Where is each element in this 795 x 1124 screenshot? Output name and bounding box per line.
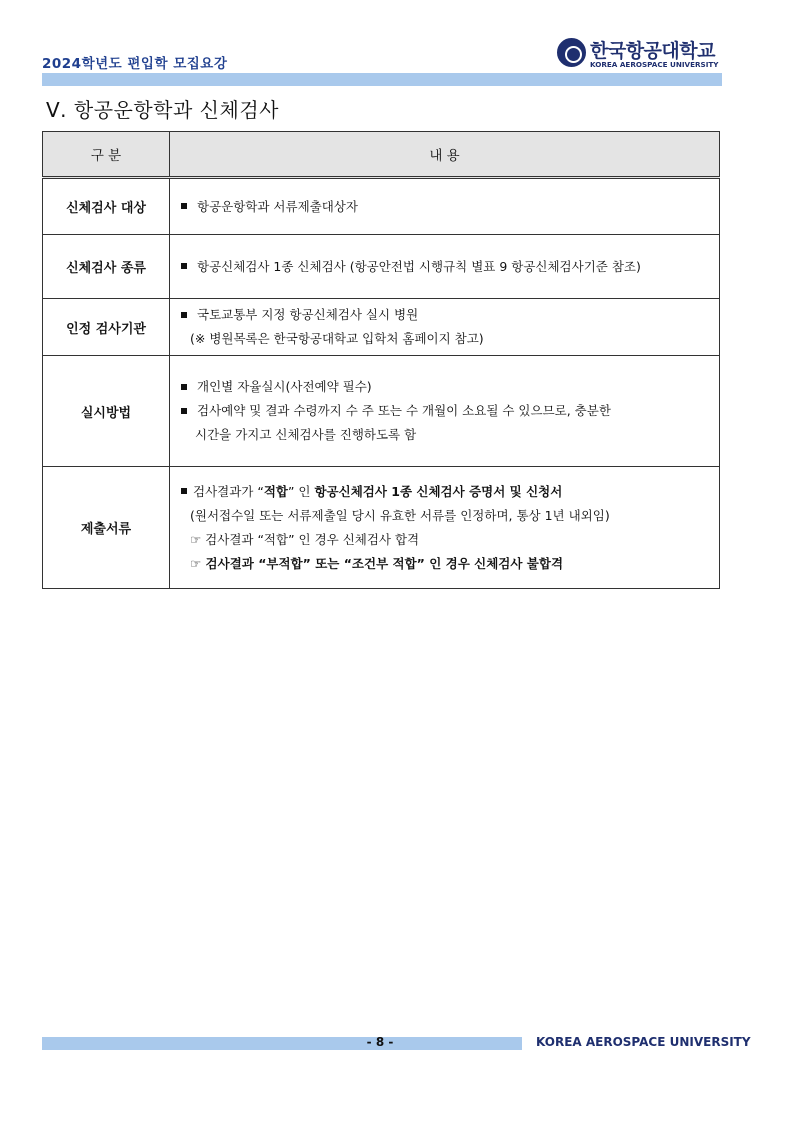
- table-row: [43, 356, 720, 467]
- content-text: ☞ 검사결과 “적합” 인 경우 신체검사 합격: [190, 531, 420, 547]
- header-accent-bar: [42, 73, 722, 86]
- university-logo: [557, 38, 722, 72]
- footer-university-name: KOREA AEROSPACE UNIVERSITY: [536, 1035, 751, 1049]
- section-title: Ⅴ. 항공운항학과 신체검사: [46, 98, 279, 122]
- content-line: [178, 480, 719, 504]
- content-text: 항공운항학과 서류제출대상자: [197, 198, 358, 214]
- content-emphasis: ☞ 검사결과 “부적합” 또는 “조건부 적합” 인 경우 신체검사 불합격: [190, 555, 564, 571]
- footer-accent-bar: [42, 1037, 522, 1050]
- content-line: [178, 327, 719, 351]
- content-emphasis: 항공신체검사 1종 신체검사 증명서 및 신청서: [314, 483, 563, 499]
- university-emblem-icon: [557, 38, 586, 67]
- header-category-label: 구 분: [90, 148, 122, 164]
- content-line: [178, 399, 719, 423]
- content-line: [178, 552, 719, 576]
- content-line: [178, 423, 719, 447]
- content-text: 항공신체검사 1종 신체검사 (항공안전법 시행규칙 별표 9 항공신체검사기준 참조): [197, 258, 641, 274]
- header-content-label: 내 용: [429, 148, 460, 164]
- row-content: [170, 356, 720, 467]
- square-bullet-icon: [181, 384, 187, 390]
- content-text: 국토교통부 지정 항공신체검사 실시 병원: [197, 307, 419, 322]
- row-label: 인정 검사기관: [43, 299, 170, 356]
- row-content: [170, 235, 720, 299]
- content-note: (※ 병원목록은 한국항공대학교 입학처 홈페이지 참고): [190, 331, 484, 346]
- table-row: [43, 299, 720, 356]
- table-row: [43, 235, 720, 299]
- content-text: 검사결과가 “: [193, 483, 264, 499]
- table-row: [43, 178, 720, 235]
- content-line: [178, 528, 719, 552]
- document-header-title: 2024학년도 편입학 모집요강: [42, 56, 228, 72]
- row-content: [170, 299, 720, 356]
- square-bullet-icon: [181, 203, 187, 209]
- row-label: 신체검사 종류: [43, 235, 170, 299]
- content-line: [178, 303, 719, 327]
- square-bullet-icon: [181, 263, 187, 269]
- row-label: 제출서류: [43, 467, 170, 589]
- row-label: 실시방법: [43, 356, 170, 467]
- row-content: [170, 178, 720, 235]
- content-text: 시간을 가지고 신체검사를 진행하도록 함: [195, 427, 417, 442]
- table-header-row: [43, 132, 720, 178]
- row-label: 신체검사 대상: [43, 178, 170, 235]
- square-bullet-icon: [181, 312, 187, 318]
- logo-korean-name: 한국항공대학교: [590, 40, 715, 62]
- header-category: [43, 132, 170, 178]
- square-bullet-icon: [181, 408, 187, 414]
- header-content: [170, 132, 720, 178]
- logo-english-name: KOREA AEROSPACE UNIVERSITY: [590, 60, 719, 69]
- content-line: [178, 255, 719, 279]
- physical-exam-table: [42, 131, 720, 589]
- row-content: [170, 467, 720, 589]
- content-line: [178, 504, 719, 528]
- table-row: [43, 467, 720, 589]
- content-text: 검사예약 및 결과 수령까지 수 주 또는 수 개월이 소요될 수 있으므로, 충분한: [197, 403, 611, 418]
- content-note: (원서접수일 또는 서류제출일 당시 유효한 서류를 인정하며, 통상 1년 내외임): [190, 507, 610, 523]
- page-number: - 8 -: [366, 1035, 394, 1049]
- content-emphasis: 적합: [263, 483, 288, 499]
- content-line: [178, 195, 719, 219]
- square-bullet-icon: [181, 488, 187, 494]
- content-text: 개인별 자율실시(사전예약 필수): [197, 379, 372, 394]
- content-line: [178, 375, 719, 399]
- content-text: ” 인: [287, 483, 315, 499]
